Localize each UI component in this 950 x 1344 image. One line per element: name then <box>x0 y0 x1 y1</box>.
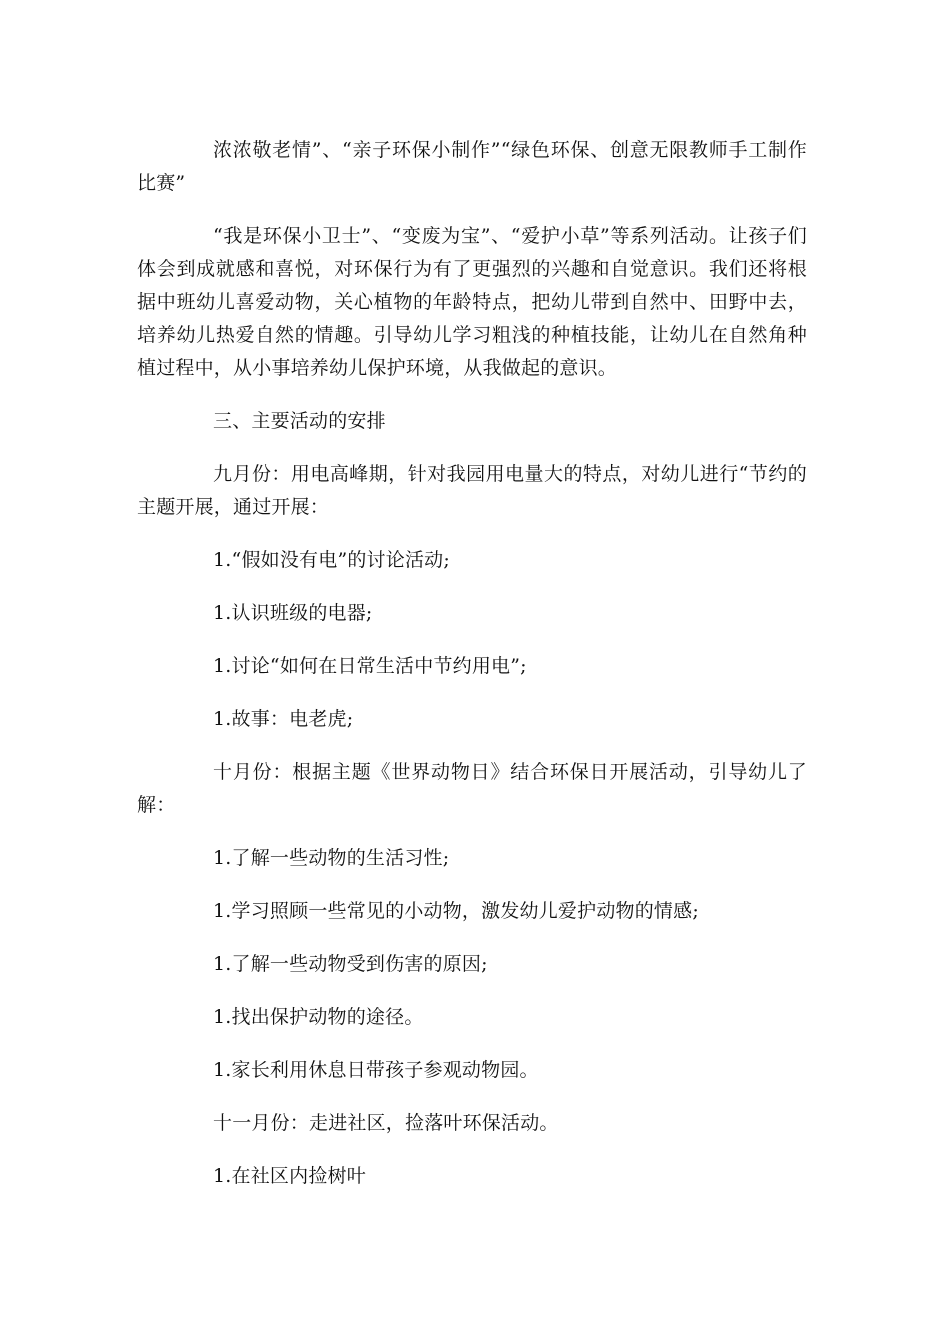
list-item: 1.认识班级的电器; <box>213 602 373 624</box>
list-item: 1.了解一些动物受到伤害的原因; <box>213 953 488 975</box>
paragraph-series-activities: “我是环保小卫士”、“变废为宝”、“爱护小草”等系列活动。让孩子们体会到成就感和喜悦，对环保行为有了更强烈的兴趣和自觉意识。我们还将根据中班幼儿喜爱动物，关心植物的年龄特点，把幼儿带到自然中、田野中去，培养幼儿热爱自然的情趣。引导幼儿学习粗浅的种植技能，让幼儿在自然角种植过程中，从小事培养幼儿保护环境，从我做起的意识。 <box>137 225 807 379</box>
section-heading-main-activities: 三、主要活动的安排 <box>213 410 386 432</box>
paragraph-activities-continued: 浓浓敬老情”、“亲子环保小制作”“绿色环保、创意无限教师手工制作比赛” <box>137 139 807 194</box>
document-body <box>137 134 807 1193</box>
list-item: 1.在社区内捡树叶 <box>213 1165 366 1187</box>
list-item: 1.故事：电老虎; <box>213 708 354 730</box>
list-item: 1.家长利用休息日带孩子参观动物园。 <box>213 1059 539 1081</box>
list-item: 1.“假如没有电”的讨论活动; <box>213 549 450 571</box>
list-item: 1.找出保护动物的途径。 <box>213 1006 424 1028</box>
list-item: 1.学习照顾一些常见的小动物，激发幼儿爱护动物的情感; <box>213 900 699 922</box>
paragraph-october: 十月份：根据主题《世界动物日》结合环保日开展活动，引导幼儿了解： <box>137 761 807 816</box>
list-item: 1.了解一些动物的生活习性; <box>213 847 450 869</box>
paragraph-november: 十一月份：走进社区，捡落叶环保活动。 <box>213 1112 559 1134</box>
list-item: 1.讨论“如何在日常生活中节约用电”; <box>213 655 527 677</box>
paragraph-september: 九月份：用电高峰期，针对我园用电量大的特点，对幼儿进行“节约的主题开展，通过开展： <box>137 463 807 518</box>
